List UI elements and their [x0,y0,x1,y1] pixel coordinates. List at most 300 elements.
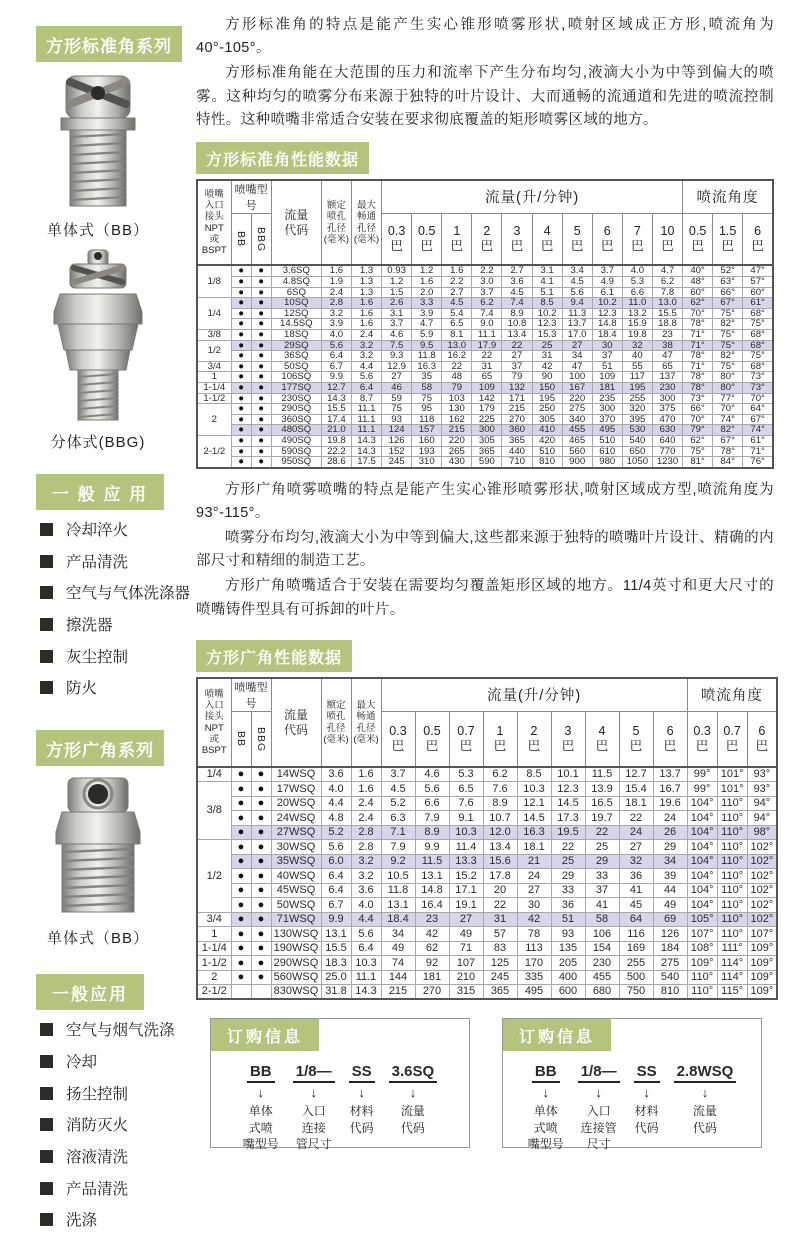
angle-value-cell: 99° [687,767,717,782]
bullet-square-icon [40,555,53,568]
orifice-diameter-cell: 2.8 [321,298,351,309]
ordering-code-breakdown-2 [503,1063,761,1152]
flow-value-cell: 230 [652,382,682,393]
flow-value-cell: 171 [502,393,532,404]
flow-value-cell: 49 [449,927,483,942]
bullet-square-icon [40,1182,53,1195]
angle-value-cell: 74° [713,414,743,425]
bb-availability-dot: ● [231,382,251,393]
flow-value-cell: 6.2 [472,298,502,309]
angle-value-cell: 75° [713,308,743,319]
bbg-availability-dot: ● [251,840,271,855]
application-item [40,647,192,669]
angle-value-cell: 102° [747,869,777,884]
flow-value-cell: 58 [585,912,619,927]
flow-value-cell: 4.7 [652,265,682,276]
free-passage-cell: 1.6 [351,298,381,309]
flow-value-cell: 22 [483,898,517,913]
flow-value-cell: 7.6 [483,782,517,797]
angle-value-cell: 77° [713,393,743,404]
bullet-square-icon [40,650,53,663]
order-segment-label: 流量 代码 [692,1104,717,1135]
free-passage-cell: 6.4 [351,941,381,956]
flow-value-cell: 16.3 [517,825,551,840]
free-passage-cell: 11.1 [351,425,381,436]
flow-value-cell: 11.4 [449,840,483,855]
table-row [197,869,777,884]
application-item [40,1179,192,1201]
table-row [197,811,777,826]
flow-code-cell: 230SQ [271,393,321,404]
flow-value-cell: 181 [592,382,622,393]
wide-angle-performance-table [196,677,778,1001]
flow-value-cell: 23 [652,330,682,341]
flow-value-cell: 109 [472,382,502,393]
orifice-diameter-cell: 21.0 [321,425,351,436]
flow-value-cell: 93 [382,414,412,425]
ordering-info-box-wide [502,1018,762,1151]
angle-value-cell: 68° [743,330,773,341]
flow-value-cell: 41 [619,883,653,898]
table-row [197,287,773,298]
flow-value-cell: 69 [653,912,687,927]
table-row [197,840,777,855]
flow-value-cell: 27 [517,883,551,898]
flow-code-cell: 560WSQ [271,970,321,985]
flow-value-cell: 49 [381,941,415,956]
flow-value-cell: 23 [415,912,449,927]
flow-value-cell: 135 [551,941,585,956]
application-item [40,1020,192,1042]
orifice-diameter-cell: 14.3 [321,393,351,404]
angle-value-cell: 78° [683,372,713,383]
pipe-size-cell: 1-1/2 [197,956,231,971]
bb-availability-dot: ● [231,340,251,351]
table-row [197,351,773,362]
angle-value-cell: 98° [747,825,777,840]
angle-value-cell: 99° [687,782,717,797]
free-passage-cell: 11.1 [351,404,381,415]
flow-code-cell: 190WSQ [271,941,321,956]
flow-value-cell: 5.6 [415,782,449,797]
flow-value-cell: 19.8 [622,330,652,341]
angle-value-cell: 78° [683,319,713,330]
angle-value-cell: 78° [683,382,713,393]
flow-value-cell: 150 [532,382,562,393]
flow-value-cell: 600 [551,985,585,1000]
ordering-info-box-standard [210,1018,470,1151]
flow-value-cell: 170 [517,956,551,971]
flow-code-cell: 12SQ [271,308,321,319]
flow-value-cell: 74 [381,956,415,971]
flow-value-cell: 560 [562,446,592,457]
nozzle-photo-bbg [0,248,196,429]
flow-code-cell: 45WSQ [271,883,321,898]
orifice-diameter-cell: 19.8 [321,435,351,446]
flow-value-cell: 16.7 [653,782,687,797]
orifice-diameter-cell: 3.9 [321,319,351,330]
flow-value-cell: 8.5 [517,767,551,782]
flow-value-cell: 1.6 [442,265,472,276]
angle-value-cell: 62° [683,298,713,309]
application-item [40,1084,192,1106]
orifice-diameter-cell: 6.4 [321,351,351,362]
flow-value-cell: 14.5 [517,811,551,826]
bbg-availability-dot [251,985,271,1000]
application-item [40,583,192,605]
angle-value-cell: 104° [687,898,717,913]
flow-value-cell: 90 [532,372,562,383]
angle-value-cell: 105° [687,912,717,927]
flow-value-cell: 35 [412,372,442,383]
bb-availability-dot: ● [231,404,251,415]
flow-value-cell: 10.8 [502,319,532,330]
pressure-header: 4 巴 [532,213,562,265]
flow-value-cell: 365 [483,985,517,1000]
flow-value-cell: 95 [412,404,442,415]
nozzle-model-header: 喷嘴型号 [231,678,271,712]
flow-value-cell: 455 [562,425,592,436]
flow-value-cell: 335 [517,970,551,985]
angle-value-cell: 68° [743,340,773,351]
flow-value-cell: 22 [619,811,653,826]
table-row [197,883,777,898]
free-passage-cell: 3.2 [351,854,381,869]
bb-availability-dot: ● [231,393,251,404]
flow-value-cell: 16.2 [442,351,472,362]
flow-value-cell: 8.9 [415,825,449,840]
ordering-info-badge-2: 订购信息 [503,1019,611,1051]
angle-value-cell: 71° [683,340,713,351]
angle-value-cell: 108° [687,941,717,956]
flow-code-cell: 490SQ [271,435,321,446]
flow-value-cell: 152 [382,446,412,457]
angle-value-cell: 110° [687,970,717,985]
bb-availability-dot: ● [231,435,251,446]
flow-value-cell: 116 [619,927,653,942]
flow-value-cell: 250 [532,404,562,415]
flow-code-cell: 4.8SQ [271,277,321,288]
flow-value-cell: 13.7 [562,319,592,330]
ordering-code-breakdown-1 [211,1063,469,1152]
flow-code-cell: 590SQ [271,446,321,457]
angle-value-cell: 94° [747,796,777,811]
series-badge-wide: 方形广角系列 [36,730,164,766]
orifice-diameter-cell: 15.5 [321,941,351,956]
angle-value-cell: 104° [687,854,717,869]
orifice-diameter-cell: 5.6 [321,340,351,351]
pressure-header: 1 巴 [442,213,472,265]
pressure-header: 6 巴 [653,711,687,767]
flow-value-cell: 365 [472,446,502,457]
flow-code-cell: 24WSQ [271,811,321,826]
flow-value-cell: 17.0 [562,330,592,341]
order-code-segment [578,1063,620,1152]
flow-value-cell: 71 [449,941,483,956]
pipe-size-cell: 1/4 [197,298,231,330]
free-passage-cell: 3.6 [351,883,381,898]
free-passage-cell: 5.6 [351,927,381,942]
order-segment-label: 入口 连接 管尺寸 [295,1104,332,1151]
down-arrow-icon: ↓ [310,1085,317,1101]
flow-value-cell: 22 [585,825,619,840]
flow-value-cell: 5.1 [532,287,562,298]
flow-value-cell: 25 [532,340,562,351]
orifice-diameter-cell: 25.0 [321,970,351,985]
orifice-diameter-cell: 6.4 [321,869,351,884]
bbg-availability-dot: ● [251,796,271,811]
flow-value-cell: 810 [653,985,687,1000]
angle-value-cell: 70° [683,414,713,425]
main-content [196,12,788,1242]
table-row [197,340,773,351]
order-segment-label: 入口 连接管 尺寸 [580,1104,617,1151]
application-label: 擦洗器 [66,617,113,635]
bbg-availability-dot: ● [251,956,271,971]
application-label: 灰尘控制 [66,648,129,666]
nozzle-photo-bb-standard [0,70,196,217]
spray-angle-group-header: 喷流角度 [683,180,773,214]
flow-value-cell: 230 [585,956,619,971]
flow-value-cell: 32 [622,340,652,351]
inlet-size-header: 喷嘴 入口 接头 NPT 或 BSPT [197,180,231,266]
down-arrow-icon: ↓ [701,1085,709,1101]
intro-standard-p2: 方形标准角能在大范围的压力和流率下产生分布均匀,液滴大小为中等到偏大的喷雾。这种均匀的喷雾分布来源于独特的叶片设计、大而通畅的流通道和先进的喷流控制特性。这种喷嘴非常适合安装在要求彻底覆盖的矩形喷雾区域的地方。 [196,65,774,128]
table-row [197,308,773,319]
flow-value-cell: 2.7 [502,265,532,276]
bb-availability-dot: ● [231,927,251,942]
flow-code-cell: 360SQ [271,414,321,425]
flow-value-cell: 10.3 [517,782,551,797]
down-arrow-icon: ↓ [643,1085,650,1101]
flow-value-cell: 27 [502,351,532,362]
flow-value-cell: 93 [551,927,585,942]
flow-value-cell: 79 [442,382,472,393]
flow-value-cell: 79 [502,372,532,383]
bb-availability-dot: ● [231,898,251,913]
flow-value-cell: 195 [532,393,562,404]
flow-value-cell: 1050 [622,457,652,468]
flow-value-cell: 51 [551,912,585,927]
bbg-availability-dot: ● [251,265,271,276]
bbg-availability-dot: ● [251,970,271,985]
angle-value-cell: 104° [687,840,717,855]
table-row [197,435,773,446]
angle-value-cell: 67° [743,414,773,425]
pressure-header: 3 巴 [551,711,585,767]
pipe-size-cell: 3/4 [197,361,231,372]
flow-value-cell: 510 [592,435,622,446]
flow-code-header: 流量 代码 [271,180,321,266]
flow-value-cell: 770 [652,446,682,457]
application-label: 溶液清洗 [66,1148,129,1166]
angle-value-cell: 84° [713,457,743,468]
flow-value-cell: 980 [592,457,622,468]
angle-value-cell: 107° [687,927,717,942]
bb-availability-dot: ● [231,446,251,457]
free-passage-cell: 2.4 [351,811,381,826]
bbg-availability-dot: ● [251,330,271,341]
intro-wide-p1: 方形广角喷雾喷嘴的特点是能产生实心锥形喷雾形状,喷射区域成方型,喷流角度为93°-115°。 [196,481,774,521]
free-passage-cell: 3.2 [351,340,381,351]
orifice-diameter-cell: 18.3 [321,956,351,971]
flow-value-cell: 340 [562,414,592,425]
order-segment-label: 材料 代码 [634,1104,659,1135]
bb-availability-dot: ● [231,308,251,319]
flow-value-cell: 12.1 [517,796,551,811]
angle-value-cell: 63° [713,277,743,288]
bbg-availability-dot: ● [251,382,271,393]
flow-value-cell: 130 [442,404,472,415]
flow-value-cell: 6.6 [622,287,652,298]
flow-value-cell: 7.9 [415,811,449,826]
free-passage-header: 最大 畅通 孔径 (毫米) [351,678,381,768]
flow-code-cell: 29SQ [271,340,321,351]
flow-value-cell: 106 [585,927,619,942]
flow-value-cell: 6.1 [592,287,622,298]
flow-value-cell: 75 [382,404,412,415]
flow-value-cell: 32 [619,854,653,869]
bullet-square-icon [40,523,53,536]
bb-availability-dot: ● [231,287,251,298]
flow-value-cell: 1.5 [382,287,412,298]
flow-value-cell: 157 [412,425,442,436]
bullet-square-icon [40,1118,53,1131]
flow-value-cell: 2.7 [442,287,472,298]
bb-availability-dot: ● [231,319,251,330]
pipe-size-cell: 2-1/2 [197,985,231,1000]
flow-value-cell: 17.3 [551,811,585,826]
application-item [40,1147,192,1169]
pipe-size-cell: 2-1/2 [197,435,231,467]
bbg-availability-dot: ● [251,898,271,913]
angle-value-cell: 111° [717,941,747,956]
bb-column-header: BB [231,213,251,265]
pressure-header: 0.7 巴 [449,711,483,767]
flow-value-cell: 495 [592,425,622,436]
applications-badge-2: 一般应用 [36,974,144,1010]
flow-value-cell: 49 [653,898,687,913]
flow-value-cell: 15.5 [652,308,682,319]
bbg-availability-dot: ● [251,811,271,826]
order-code-text: SS [634,1063,660,1083]
flow-value-cell: 19.7 [585,811,619,826]
angle-value-cell: 109° [747,956,777,971]
bb-availability-dot: ● [231,457,251,468]
pipe-size-cell: 1 [197,927,231,942]
application-label: 冷却 [66,1053,98,1071]
flow-value-cell: 33 [551,883,585,898]
angle-value-cell: 73° [743,382,773,393]
table-row [197,425,773,436]
flow-value-cell: 9.4 [562,298,592,309]
spray-angle-group-header: 喷流角度 [687,678,777,712]
orifice-diameter-cell: 31.8 [321,985,351,1000]
pressure-header: 0.5 巴 [415,711,449,767]
down-arrow-icon: ↓ [257,1085,265,1101]
intro-wide-p3: 方形广角喷嘴适合于安装在需要均匀覆盖矩形区域的地方。11/4英寸和更大尺寸的喷嘴铸件型具有可拆卸的叶片。 [196,578,774,618]
flow-value-cell: 26 [653,825,687,840]
flow-value-cell: 305 [472,435,502,446]
bb-availability-dot: ● [231,970,251,985]
flow-value-cell: 2.2 [472,265,502,276]
angle-value-cell: 110° [717,912,747,927]
flow-value-cell: 31 [532,351,562,362]
flow-value-cell: 7.4 [502,298,532,309]
flow-code-cell: 130WSQ [271,927,321,942]
flow-value-cell: 3.3 [412,298,442,309]
nozzle-caption-bb: 单体式（BB） [46,222,149,239]
angle-value-cell: 57° [743,277,773,288]
free-passage-cell: 5.6 [351,372,381,383]
flow-value-cell: 38 [652,340,682,351]
table-row [197,898,777,913]
pressure-header: 0.3 巴 [382,213,412,265]
free-passage-cell: 3.2 [351,869,381,884]
down-arrow-icon: ↓ [358,1085,365,1101]
angle-value-cell: 104° [687,825,717,840]
table-row [197,956,777,971]
table-row [197,941,777,956]
flow-value-cell: 220 [442,435,472,446]
orifice-diameter-cell: 6.7 [321,898,351,913]
flow-value-cell: 10.7 [483,811,517,826]
flow-value-cell: 34 [562,351,592,362]
flow-value-cell: 1.2 [412,265,442,276]
bullet-square-icon [40,681,53,694]
pipe-size-cell: 1-1/4 [197,941,231,956]
pressure-header: 0.3 巴 [687,711,717,767]
flow-value-cell: 6.5 [449,782,483,797]
orifice-diameter-cell: 13.1 [321,927,351,942]
flow-value-cell: 7.5 [382,340,412,351]
flow-value-cell: 10.5 [381,869,415,884]
flow-value-cell: 300 [472,425,502,436]
flow-value-cell: 2.0 [412,287,442,298]
angle-value-cell: 80° [713,372,743,383]
pressure-header: 0.7 巴 [717,711,747,767]
flow-value-cell: 3.1 [532,265,562,276]
bb-availability-dot: ● [231,277,251,288]
table-row [197,927,777,942]
flow-value-cell: 13.1 [415,869,449,884]
flow-value-cell: 365 [502,435,532,446]
angle-value-cell: 104° [687,811,717,826]
angle-value-cell: 61° [743,298,773,309]
pipe-size-cell: 3/8 [197,330,231,341]
flow-value-cell: 33 [585,869,619,884]
flow-value-cell: 47 [652,351,682,362]
orifice-diameter-cell: 1.9 [321,277,351,288]
angle-value-cell: 107° [747,927,777,942]
pressure-header: 5 巴 [562,213,592,265]
flow-value-cell: 4.5 [502,287,532,298]
pipe-size-cell: 1/4 [197,767,231,782]
flow-code-cell: 14.5SQ [271,319,321,330]
flow-value-cell: 126 [382,435,412,446]
table-row [197,277,773,288]
angle-value-cell: 110° [717,854,747,869]
ordering-info-badge-1: 订购信息 [211,1019,319,1051]
bbg-availability-dot: ● [251,277,271,288]
flow-value-cell: 13.2 [622,308,652,319]
angle-value-cell: 78° [713,446,743,457]
flow-value-cell: 8.5 [532,298,562,309]
flow-value-cell: 10.1 [551,767,585,782]
flow-value-cell: 465 [562,435,592,446]
angle-value-cell: 114° [717,970,747,985]
flow-value-cell: 42 [517,912,551,927]
